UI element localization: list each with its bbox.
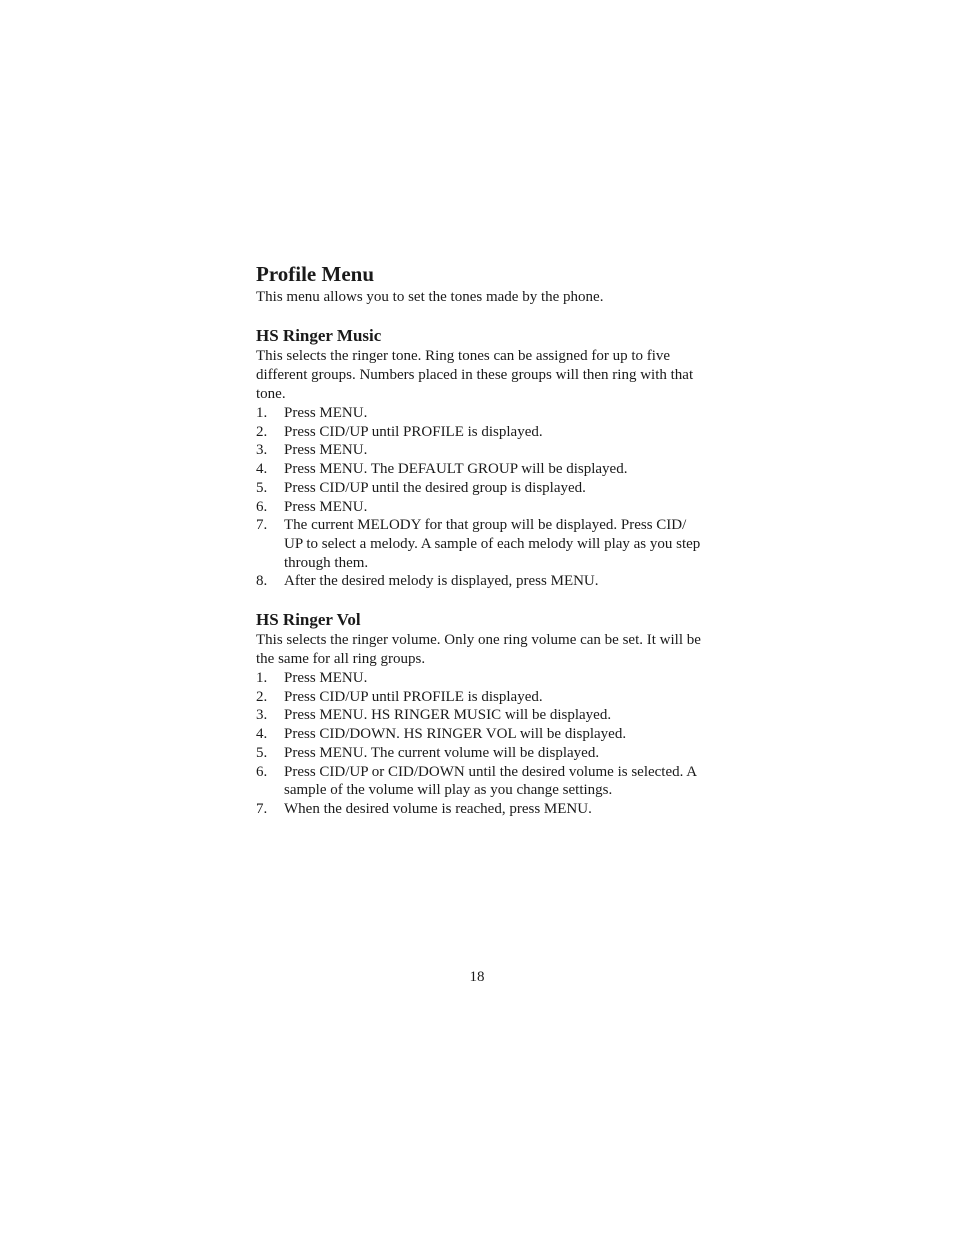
step-item bbox=[256, 572, 706, 591]
step-item bbox=[256, 441, 706, 460]
step-number: 3. bbox=[256, 442, 268, 459]
document-body bbox=[256, 260, 706, 837]
step-text: Press CID/DOWN. HS RINGER VOL will be displayed. bbox=[284, 726, 627, 743]
step-text: Press CID/UP until PROFILE is displayed. bbox=[284, 688, 543, 705]
step-item bbox=[256, 498, 706, 517]
step-item bbox=[256, 688, 706, 707]
step-item bbox=[256, 479, 706, 498]
step-item bbox=[256, 423, 706, 442]
step-number: 4. bbox=[256, 461, 268, 478]
section-hs-ringer-music bbox=[256, 325, 706, 591]
step-text: When the desired volume is reached, press MENU. bbox=[284, 800, 592, 817]
step-item bbox=[256, 763, 706, 800]
step-number: 6. bbox=[256, 498, 268, 515]
step-item bbox=[256, 460, 706, 479]
step-number: 3. bbox=[256, 707, 268, 724]
step-number: 7. bbox=[256, 517, 268, 534]
page-title: Profile Menu bbox=[256, 262, 375, 286]
step-text: Press MENU. bbox=[284, 405, 368, 421]
step-item bbox=[256, 516, 706, 572]
page-number: 18 bbox=[469, 969, 485, 985]
step-text: Press CID/UP until the desired group is displayed. bbox=[284, 479, 586, 496]
step-item bbox=[256, 706, 706, 725]
step-text: Press CID/UP until PROFILE is displayed. bbox=[284, 423, 543, 440]
step-text: Press MENU. bbox=[284, 498, 368, 515]
step-text: Press MENU. bbox=[284, 442, 368, 459]
section-title: HS Ringer Vol bbox=[256, 610, 361, 630]
step-number: 2. bbox=[256, 688, 268, 705]
page-intro: This menu allows you to set the tones made by the phone. bbox=[256, 289, 604, 305]
steps-list bbox=[256, 404, 706, 591]
section-hs-ringer-vol bbox=[256, 609, 706, 819]
step-number: 8. bbox=[256, 573, 268, 590]
step-text: The current MELODY for that group will be displayed. Press CID/ UP to select a melody. A sample of each melody will play as you step through them. bbox=[284, 517, 701, 571]
step-item bbox=[256, 800, 706, 819]
step-number: 5. bbox=[256, 479, 268, 496]
step-text: Press MENU. bbox=[284, 670, 368, 687]
step-text: After the desired melody is displayed, press MENU. bbox=[284, 573, 599, 590]
section-description: This selects the ringer tone. Ring tones can be assigned for up to five different groups. Numbers placed in these groups will then ring with that tone. bbox=[256, 348, 694, 402]
step-item bbox=[256, 404, 706, 423]
step-number: 1. bbox=[256, 405, 268, 421]
section-description: This selects the ringer volume. Only one ring volume can be set. It will be the same for all ring groups. bbox=[256, 632, 701, 668]
step-item bbox=[256, 744, 706, 763]
steps-list bbox=[256, 669, 706, 819]
step-number: 4. bbox=[256, 726, 268, 743]
step-text: Press MENU. The DEFAULT GROUP will be displayed. bbox=[284, 461, 628, 478]
step-text: Press MENU. HS RINGER MUSIC will be displayed. bbox=[284, 707, 612, 724]
step-text: Press MENU. The current volume will be displayed. bbox=[284, 744, 600, 761]
step-number: 1. bbox=[256, 670, 268, 687]
section-title: HS Ringer Music bbox=[256, 326, 382, 345]
step-number: 7. bbox=[256, 800, 268, 817]
step-number: 2. bbox=[256, 423, 268, 440]
step-number: 5. bbox=[256, 744, 268, 761]
step-item bbox=[256, 725, 706, 744]
step-text: Press CID/UP or CID/DOWN until the desired volume is selected. A sample of the volume will play as you change settings. bbox=[284, 763, 697, 799]
step-item bbox=[256, 669, 706, 688]
step-number: 6. bbox=[256, 763, 268, 780]
